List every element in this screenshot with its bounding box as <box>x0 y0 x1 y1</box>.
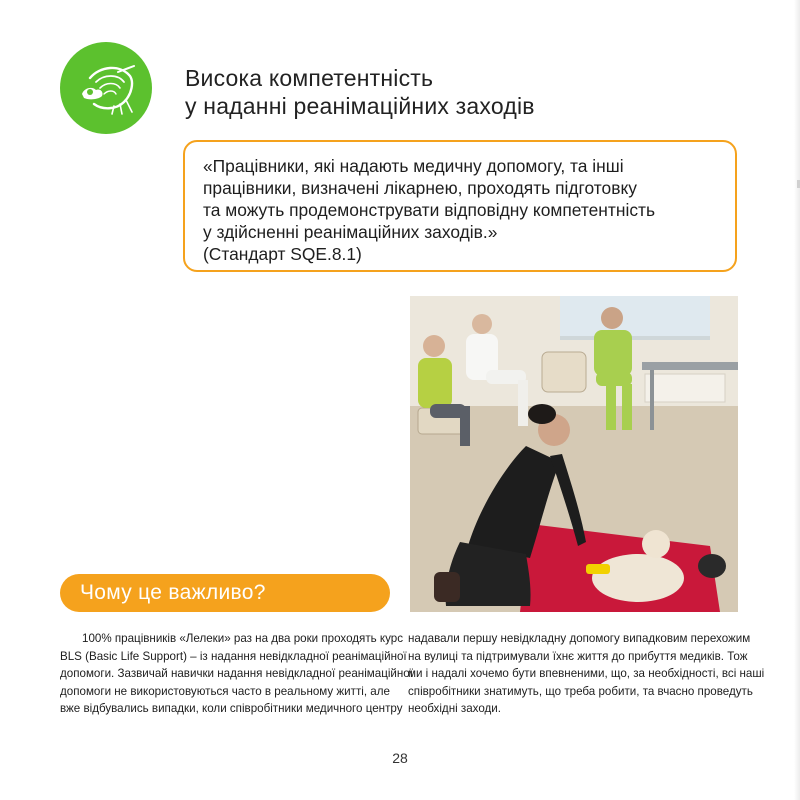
quote-line: працівники, визначені лікарнею, проходять підготовку <box>203 178 637 198</box>
cpr-training-illustration <box>410 296 738 612</box>
quote-line: «Працівники, які надають медичну допомогу, та інші <box>203 156 624 176</box>
title-line: у наданні реанімаційних заходів <box>185 93 535 119</box>
body-text-left <box>60 630 413 718</box>
body-line: ми і надалі хочемо бути впевненими, що, за необхідності, всі наші <box>408 667 765 680</box>
stork-logo-graphic <box>60 42 152 134</box>
body-line: необхідні заходи. <box>408 702 501 715</box>
page-title <box>185 64 535 120</box>
title-line: Висока компетентність <box>185 65 434 91</box>
body-line: допомоги. Зазвичай навички надання невідкладної реанімаційної <box>60 667 413 680</box>
section-heading: Чому це важливо? <box>60 574 390 612</box>
quote-source: (Стандарт SQE.8.1) <box>203 244 362 264</box>
body-line: 100% працівників «Лелеки» раз на два роки проходять курс <box>82 632 404 645</box>
quote-line: та можуть продемонструвати відповідну компетентність <box>203 200 656 220</box>
page-number: 28 <box>392 750 408 766</box>
standard-quote <box>183 140 737 272</box>
body-line: надавали першу невідкладну допомогу випадковим перехожим <box>408 632 751 645</box>
cpr-training-photo <box>410 296 738 612</box>
quote-line: у здійсненні реанімаційних заходів.» <box>203 222 498 242</box>
body-line: допомоги не використовуються часто в реальному житті, але <box>60 684 390 698</box>
body-line: на вулиці та підтримували їхнє життя до прибуття медиків. Тож <box>408 649 748 663</box>
body-line: вже відбувались випадки, коли співробітники медичного центру <box>60 702 403 715</box>
body-line: співробітники знатимуть, що треба робити, та вчасно проведуть <box>408 684 753 698</box>
body-text-right <box>408 630 765 718</box>
page-edge <box>794 0 800 800</box>
body-line: BLS (Basic Life Support) – із надання невідкладної реанімаційної <box>60 649 407 663</box>
stork-logo-icon <box>60 42 152 134</box>
